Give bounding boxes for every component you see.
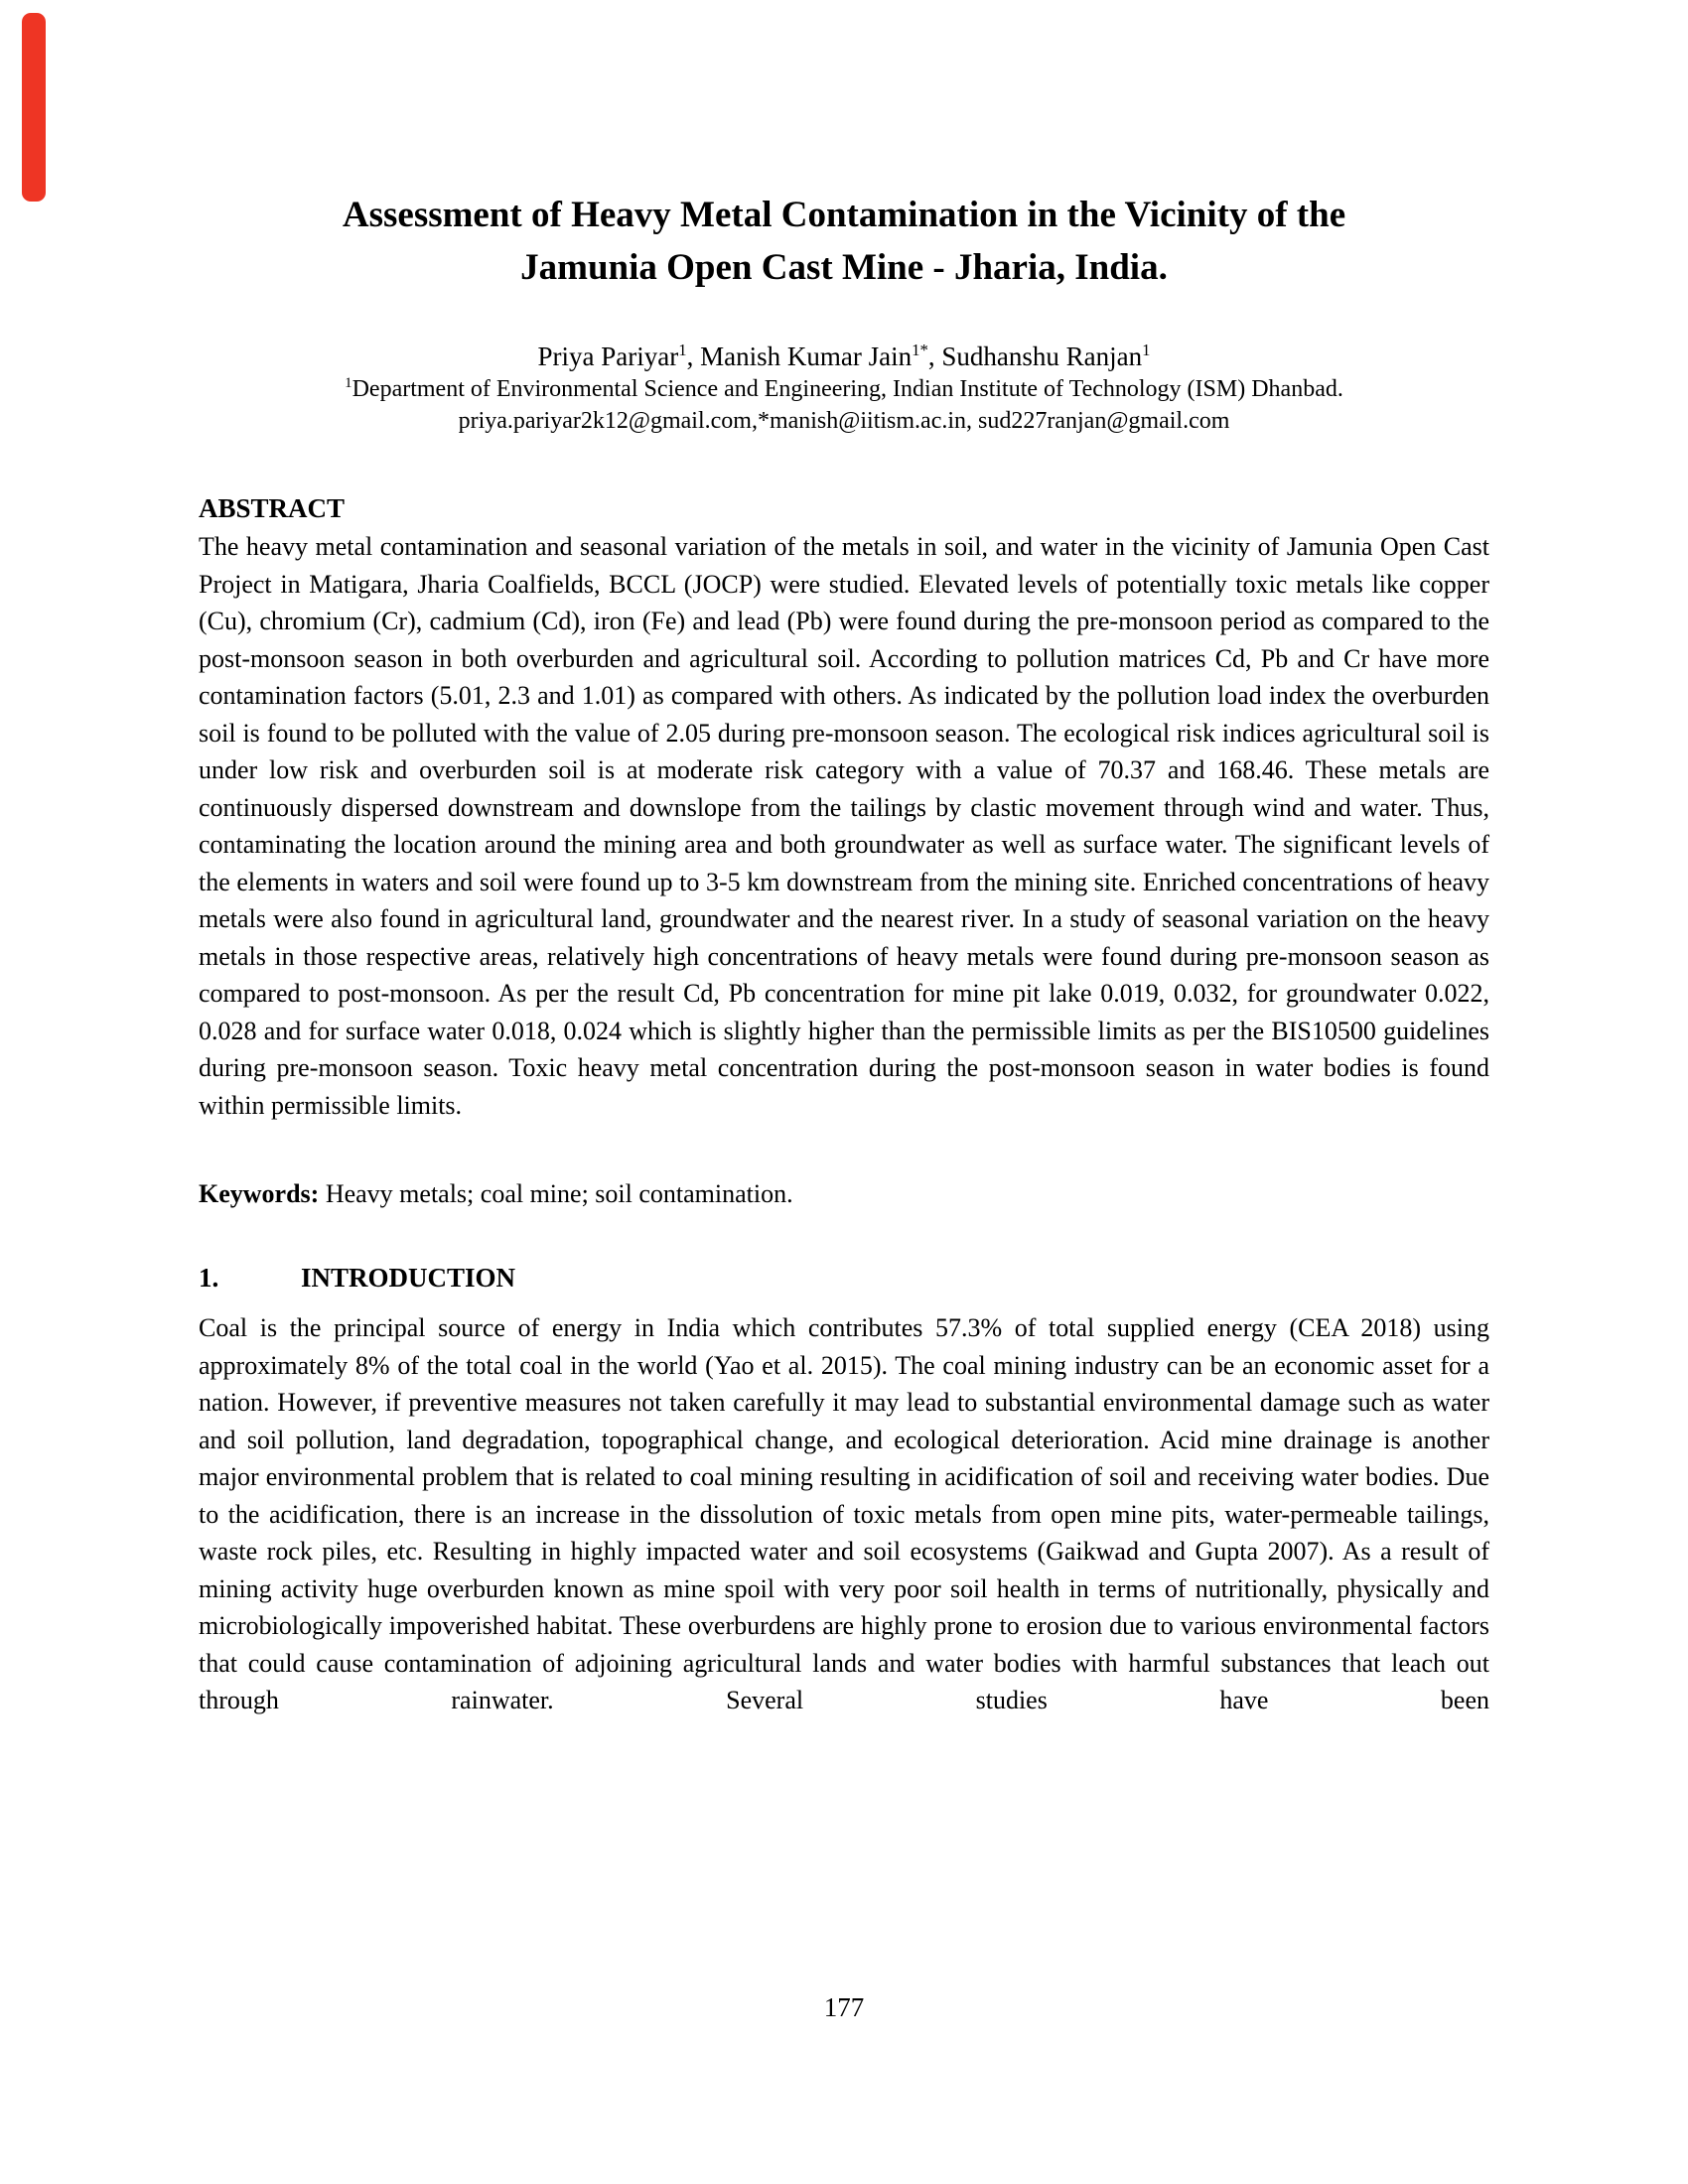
page-number: 177 [823, 1992, 865, 2022]
keywords-text: Heavy metals; coal mine; soil contamination. [319, 1179, 793, 1208]
author-name-3: Sudhanshu Ranjan [941, 341, 1143, 371]
email-line: priya.pariyar2k12@gmail.com,*manish@iitism.ac.in, sud227ranjan@gmail.com [458, 408, 1230, 434]
authors-line [199, 340, 1489, 373]
introduction-text: Coal is the principal source of energy in India which contributes 57.3% of total supplied energy (CEA 2018) using approximately 8% of the total coal in the world (Yao et al. 2015). The coal mining industry can be an economic asset for a nation. However, if preventive measures not taken carefully it may lead to substantial environmental damage such as water and soil pollution, land degradation, topographical change, and ecological deterioration. Acid mine drainage is another major environmental problem that is related to coal mining resulting in acidification of soil and receiving water bodies. Due to the acidification, there is an increase in the dissolution of toxic metals from open mine pits, water-permeable tailings, waste rock piles, etc. Resulting in highly impacted water and soil ecosystems (Gaikwad and Gupta 2007). As a result of mining activity huge overburden known as mine spoil with very poor soil health in terms of nutritionally, physically and microbiologically impoverished habitat. These overburdens are highly prone to erosion due to various environmental factors that could cause contamination of adjoining agricultural lands and water bodies with harmful substances that leach out through rainwater. Several studies have been [199, 1313, 1489, 1714]
page-content [199, 189, 1489, 1719]
abstract-text: The heavy metal contamination and seasonal variation of the metals in soil, and water in the vicinity of Jamunia Open Cast Project in Matigara, Jharia Coalfields, BCCL (JOCP) were studied. Elevated levels of potentially toxic metals like copper (Cu), chromium (Cr), cadmium (Cd), iron (Fe) and lead (Pb) were found during the pre-monsoon period as compared to the post-monsoon season in both overburden and agricultural soil. According to pollution matrices Cd, Pb and Cr have more contamination factors (5.01, 2.3 and 1.01) as compared with others. As indicated by the pollution load index the overburden soil is found to be polluted with the value of 2.05 during pre-monsoon season. The ecological risk indices agricultural soil is under low risk and overburden soil is at moderate risk category with a value of 70.37 and 168.46. These metals are continuously dispersed downstream and downslope from the tailings by clastic movement through wind and water. Thus, contaminating the location around the mining area and both groundwater as well as surface water. The significant levels of the elements in waters and soil were found up to 3-5 km downstream from the mining site. Enriched concentrations of heavy metals were also found in agricultural land, groundwater and the nearest river. In a study of seasonal variation on the heavy metals in those respective areas, relatively high concentrations of heavy metals were found during pre-monsoon season as compared to post-monsoon. As per the result Cd, Pb concentration for mine pit lake 0.019, 0.032, for groundwater 0.022, 0.028 and for surface water 0.018, 0.024 which is slightly higher than the permissible limits as per the BIS10500 guidelines during pre-monsoon season. Toxic heavy metal concentration during the post-monsoon season in water bodies is found within permissible limits. [199, 532, 1489, 1120]
section-heading-introduction [199, 1260, 1489, 1296]
red-bookmark-marker [22, 13, 46, 202]
author-2-superscript: 1* [912, 341, 928, 359]
keywords-label: Keywords: [199, 1179, 320, 1208]
abstract-heading: ABSTRACT [199, 493, 346, 523]
affiliation-line [199, 373, 1489, 405]
page-title [199, 189, 1489, 294]
author-separator: , [927, 341, 942, 371]
affiliation-superscript: 1 [345, 375, 352, 391]
author-name-1: Priya Pariyar [537, 341, 679, 371]
author-1-superscript: 1 [678, 341, 687, 359]
section-number: 1. [199, 1263, 219, 1293]
author-name-2: Manish Kumar Jain [700, 341, 913, 371]
affiliation-text: Department of Environmental Science and Engineering, Indian Institute of Technology (ISM) Dhanbad. [352, 376, 1343, 402]
author-3-superscript: 1 [1142, 341, 1151, 359]
keywords-line [199, 1175, 1489, 1212]
title-line-1: Assessment of Heavy Metal Contamination in the Vicinity of the [342, 195, 1346, 235]
author-separator: , [686, 341, 701, 371]
title-line-2: Jamunia Open Cast Mine - Jharia, India. [520, 247, 1168, 288]
section-title: INTRODUCTION [301, 1263, 516, 1293]
